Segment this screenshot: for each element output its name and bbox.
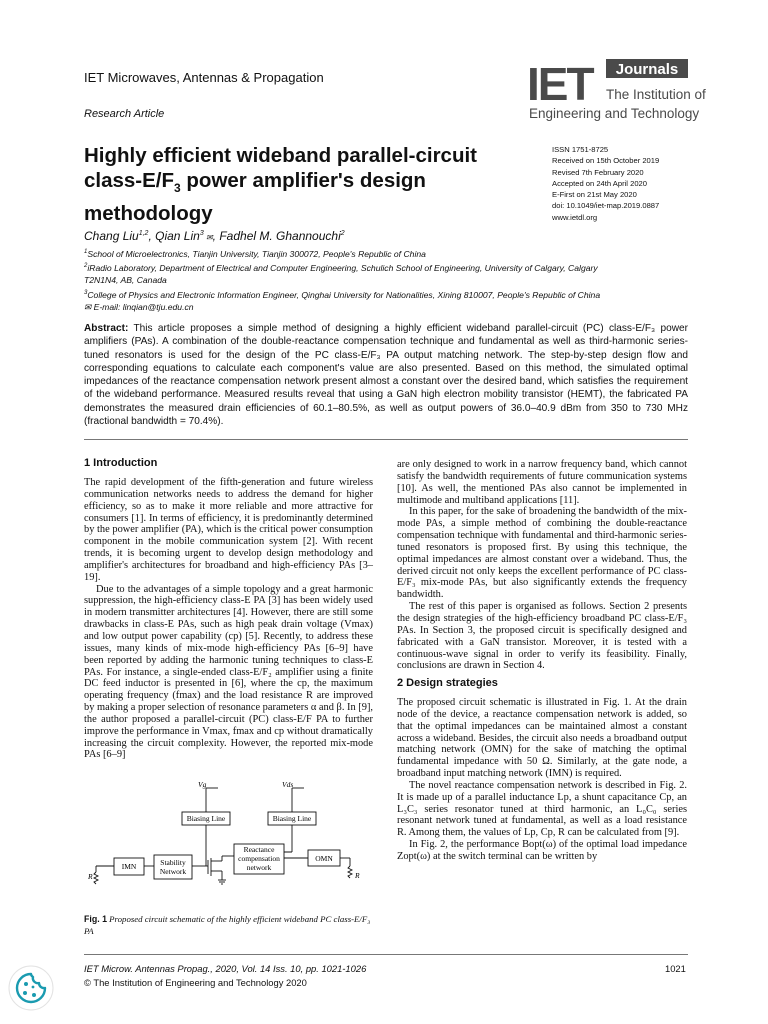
affiliation-3 (84, 287, 684, 301)
journals-label: Journals (615, 61, 679, 78)
affiliation-2-cont: T2N1N4, AB, Canada (84, 275, 167, 286)
issn: ISSN 1751-8725 (552, 145, 609, 154)
intro-paragraph-5: The rest of this paper is organised as follows. Section 2 presents the design strategies of the high-efficiency broadband PC class-E/F₃ PAs. In Section 3, the proposed circuit is specifically designed and fabricated with a GaN transistor. Moreover, it is tested with a continuous-wave signal in order to verify its feasibility. Finally, conclusions are drawn in Section 4. (397, 601, 687, 672)
omn-label: OMN (315, 854, 333, 863)
website-link[interactable]: www.ietdl.org (552, 212, 598, 222)
stability-label-1: Stability (160, 858, 186, 867)
affiliation-2-text: iRadio Laboratory, Department of Electrical and Computer Engineering, Schulich School of Engineering, University of Calgary, Calgary (87, 263, 598, 274)
footer-citation: IET Microw. Antennas Propag., 2020, Vol. 14 Iss. 10, pp. 1021-1026 (84, 963, 367, 974)
stability-label-2: Network (159, 867, 187, 876)
page-number: 1021 (665, 963, 686, 974)
rcn-label-2: compensation (238, 854, 280, 863)
abstract-divider (84, 439, 688, 440)
biasing-line-drain-label: Biasing Line (272, 814, 312, 823)
footer-copyright: © The Institution of Engineering and Technology 2020 (84, 977, 307, 988)
corresponding-email[interactable]: ✉ E-mail: linqian@tju.edu.cn (84, 301, 194, 312)
column-right-lower (397, 697, 687, 863)
figure-caption-text: Proposed circuit schematic of the highly efficient wideband PC class-E/F₃ PA (84, 914, 371, 936)
figure-caption-label: Fig. 1 (84, 914, 107, 924)
intro-paragraph-4: In this paper, for the sake of broadening the bandwidth of the mix-mode PAs, a simple method of combining the double-reactance compensation technique with fundamental and third-harmonic series-tuned resonators is proposed first. By using this technique, the optimal impedances are almost constant over a wideband. Thus, the derived circuit not only keeps the excellent performance of PC class-E/F₃ mix-mode PAs, but also significantly extends the frequency bandwidth. (397, 506, 687, 601)
journal-name: IET Microwaves, Antennas & Propagation (84, 70, 324, 85)
rcn-label-3: network (246, 863, 272, 872)
affiliation-2-number: 2 (84, 263, 88, 270)
resistor-left (94, 872, 98, 884)
affiliation-3-number: 3 (84, 289, 88, 296)
design-paragraph-2: The novel reactance compensation network is described in Fig. 2. It is made up of a parallel inductance Lp, a shunt capacitance Cp, an L₃C₃ series resonator tuned at third harmonic, an L₀C₀ series resonant network tuned at fundamental, as well as a load resistance R. Among them, the values of Lp, Cp, R can be calculated from [9]. (397, 779, 687, 839)
author-2-affil: 3 (199, 230, 204, 237)
title-line-1: Highly efficient wideband parallel-circuit (84, 144, 477, 167)
section-2-heading: 2 Design strategies (397, 677, 498, 689)
abstract (84, 322, 688, 428)
biasing-line-gate-label: Biasing Line (186, 814, 226, 823)
author-1-affil: 1,2 (138, 230, 149, 237)
article-type: Research Article (84, 108, 165, 120)
doi-link[interactable]: doi: 10.1049/iet-map.2019.0887 (552, 201, 660, 211)
title-line-2 (84, 168, 524, 201)
received-date: Received on 15th October 2019 (552, 156, 660, 166)
author-list (84, 229, 345, 243)
abstract-text: This article proposes a simple method of designing a highly efficient wideband parallel-circuit (PC) class-E/F₃ power amplifiers (PAs). A combination of the double-reactance compensation technique and fundamental as well as third-harmonic series-tuned resonators is used for the design of the PC class-E/F₃ PA output matching network. The step-by-step design flow and corresponding equations to calculate each component's value are also presented. Based on this method, the simulated optimal impedances of the reactance compensation network present almost a constant over the desired band, which satisfies the requirement of the wideband performance. Measured results reveal that using a GaN high electron mobility transistor (HEMT), the fabricated PA demonstrates the measured drain efficiencies of 60.1–80.5%, as well as output powers of 36.0–40.9 dBm from 350 to 730 MHz (fractional bandwidth = 70.4%). (84, 323, 688, 428)
affiliation-3-text: College of Physics and Electronic Information Engineer, Qinghai University for Nationalities, Xining 810007, People's Republic of China (87, 289, 601, 300)
vds-label: Vds (282, 780, 294, 789)
title-line-2-pre: class-E/F (84, 169, 175, 192)
circuit-schematic (84, 782, 374, 912)
design-paragraph-3: In Fig. 2, the performance Bopt(ω) of the optimal load impedance Zopt(ω) at the switch terminal can be written by (397, 839, 687, 862)
intro-paragraph-2: Due to the advantages of a simple topology and a great harmonic suppression, the high-efficiency class-E PA [3] has been widely used in modern transmitter architectures [4]. However, there are still some drawbacks in class-E PAs, such as high peak drain voltage (Vmax) and low output power capability (cp) [5]. Recently, to address these issues, many kinds of mix-mode high-efficiency PAs [6–9] have been reported by adding the harmonic tuning techniques to class-E PAs. For instance, a single-ended class-E/F₂ amplifier using a finite DC feed inductor is presented in [6], where the cp, the maximum operating frequency (fmax) and the load resistance R are improved by making a proper selection of resonance parameters α and β. In [9], the author proposed a parallel-circuit (PC) class-E/F PA to further improve the performance in Vmax, fmax and cp without dramatically increasing the circuit complexity. However, the reported mix-mode PAs [6–9] (84, 583, 373, 761)
cookie-settings-icon[interactable] (8, 965, 54, 1011)
revised-date: Revised 7th February 2020 (552, 167, 644, 177)
abstract-label: Abstract: (84, 323, 129, 334)
resistor-right (348, 866, 352, 878)
iet-logo-letters: IET (527, 58, 593, 110)
author-1: Chang Liu (84, 229, 139, 243)
intro-paragraph-3: are only designed to work in a narrow frequency band, which cannot satisfy the bandwidth requirements of future communication systems [10]. As well, the mentioned PAs also cannot be implemented in multimode and multiband applications [11]. (397, 459, 687, 506)
design-paragraph-1: The proposed circuit schematic is illustrated in Fig. 1. At the drain node of the device, a reactance compensation network is added, so that the optimal impedances can be maintained almost a constant across a wideband. Besides, the circuit also needs a broadband output matching network (OMN) for the sake of matching the optimal fundamental impedance with 50 Ω. Similarly, at the gate node, a broadband input matching network (IMN) is required. (397, 697, 687, 780)
logo-line1: The Institution of (606, 87, 706, 102)
accepted-date: Accepted on 24th April 2020 (552, 178, 647, 188)
column-left (84, 477, 373, 761)
title-subscript: 3 (174, 181, 181, 196)
figure-caption (84, 914, 376, 937)
r-left-label: R (88, 872, 93, 881)
title-line-3: methodology (84, 202, 213, 226)
article-meta (552, 144, 659, 223)
rcn-label-1: Reactance (243, 845, 275, 854)
intro-paragraph-1: The rapid development of the fifth-generation and future wireless communication networks needs to address the demand for higher efficiency, so as to make it more reliable and more attractive for consumers [1]. In terms of efficiency, it is predominantly determined by the power amplifier (PA), which is the critical power consumption component in the mobile communication system [2]. With recent trends, it is becoming urgent to develop design methodology and amplifier's architectures for broadband and high-efficiency PAs [3–19]. (84, 477, 373, 583)
vg-label: Vg (198, 780, 207, 789)
author-3: , Fadhel M. Ghannouchi (212, 229, 341, 243)
article-title (84, 143, 524, 226)
author-3-affil: 2 (340, 230, 345, 237)
title-line-2-post: power amplifier's design (180, 169, 426, 192)
efirst-date: E-First on 21st May 2020 (552, 190, 637, 200)
logo-line2: Engineering and Technology (529, 106, 700, 121)
affiliations (84, 246, 684, 313)
author-2: , Qian Lin (148, 229, 200, 243)
affiliation-1-number: 1 (84, 249, 88, 255)
affiliation-1 (84, 246, 684, 260)
imn-label: IMN (121, 862, 137, 871)
affiliation-1-text: School of Microelectronics, Tianjin University, Tianjin 300072, People's Republic of China (87, 248, 426, 259)
section-1-heading: 1 Introduction (84, 457, 158, 469)
column-right (397, 459, 687, 672)
footer-divider (84, 954, 688, 955)
mail-icon: ✉ (203, 233, 213, 242)
affiliation-2 (84, 260, 684, 274)
iet-logo (527, 56, 706, 122)
r-right-label: R (355, 871, 360, 880)
